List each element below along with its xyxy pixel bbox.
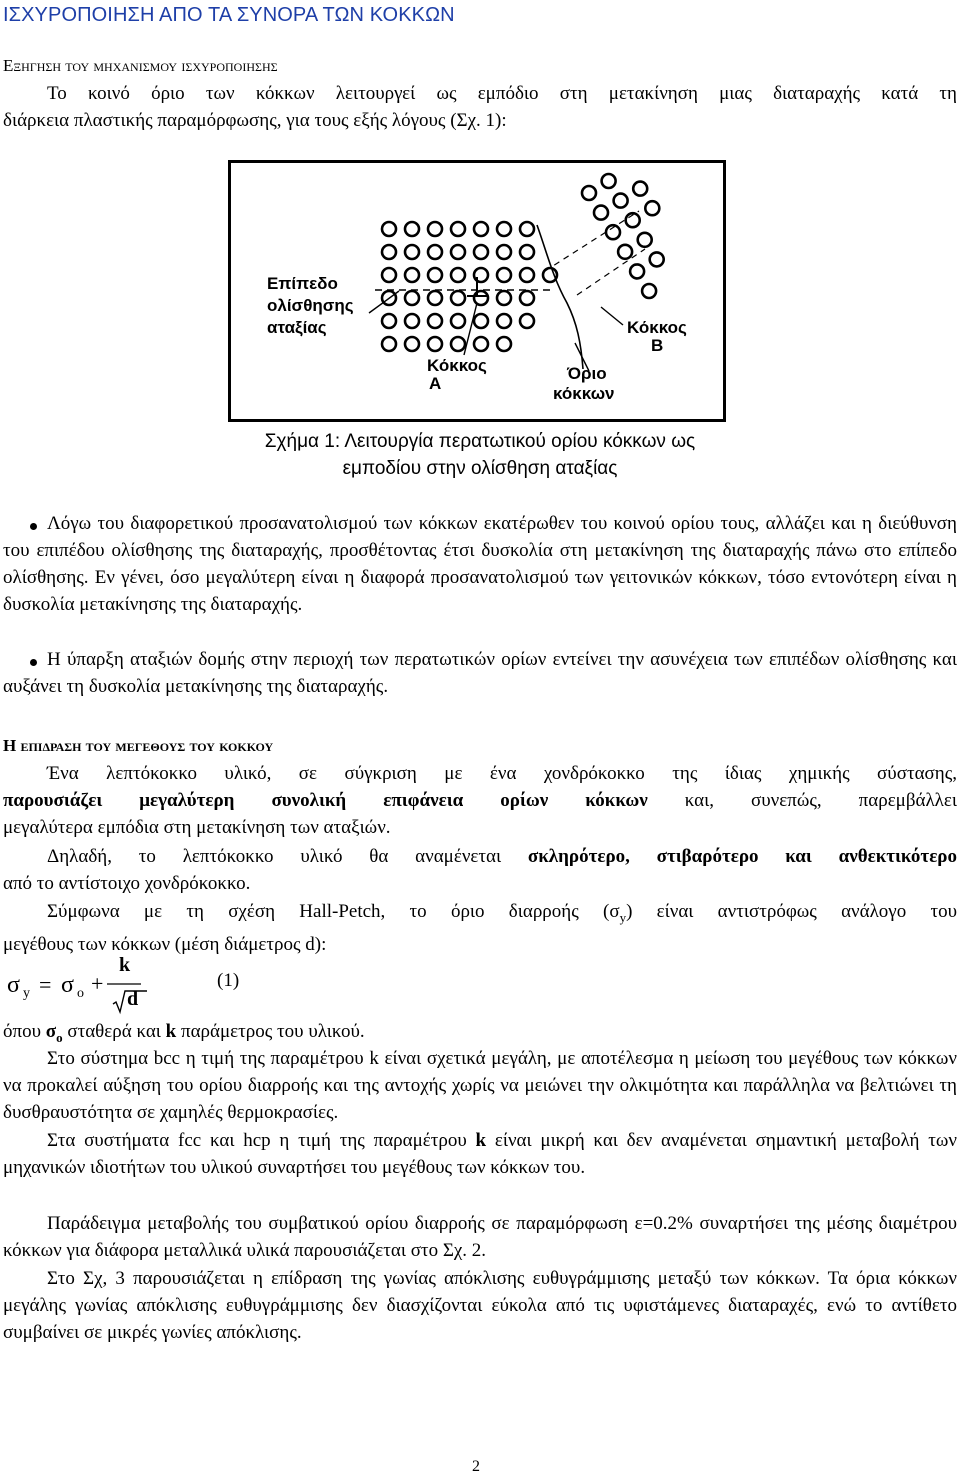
- atom: [428, 268, 442, 282]
- atom: [497, 337, 511, 351]
- atom: [594, 206, 608, 220]
- label-grain-b-1: Κόκκος: [627, 318, 687, 337]
- grain-boundary-diagram: [231, 163, 723, 419]
- atom: [633, 182, 647, 196]
- atom: [474, 222, 488, 236]
- atom: [405, 222, 419, 236]
- label-slip-plane-3: αταξίας: [267, 318, 327, 337]
- atom: [650, 252, 664, 266]
- atom: [614, 194, 628, 208]
- atom: [497, 268, 511, 282]
- label-slip-plane-1: Επίπεδο: [267, 274, 338, 293]
- paragraph-fine-grain: Ένα λεπτόκοκκο υλικό, σε σύγκριση με ένα χονδρόκοκκο της ίδιας χημικής σύστασης, παρουσιάζει μεγαλύτερη συνολική επιφάνεια ορίων κόκκων και, συνεπώς, παρεμβάλλει μεγαλύτερα εμπόδια στη μετακίνηση των αταξιών.: [3, 763, 957, 838]
- label-grain-a-2: Α: [429, 374, 442, 393]
- atom: [428, 314, 442, 328]
- atom: [497, 222, 511, 236]
- label-grain-a-1: Κόκκος: [427, 356, 487, 375]
- atom: [405, 314, 419, 328]
- page-title: ΙΣΧΥΡΟΠΟΙΗΣΗ ΑΠΟ ΤΑ ΣΥΝΟΡΑ ΤΩΝ ΚΟΚΚΩΝ: [3, 4, 455, 26]
- atom: [428, 291, 442, 305]
- atom: [497, 245, 511, 259]
- paragraph-figure-3: Στο Σχ, 3 παρουσιάζεται η επίδραση της γωνίας απόκλισης ευθυγράμμισης μεταξύ των κόκκων. Τα όρια κόκκων μεγάλης γωνίας απόκλισης ευθυγράμμισης δεν διασχίζονται εύκολα από τις υφιστάμενες διαταραχές, ενώ το αντίθετο συμβαίνει σε μικρές γωνίες απόκλισης.: [3, 1268, 957, 1343]
- atom: [520, 245, 534, 259]
- atom: [382, 314, 396, 328]
- label-grain-b-2: Β: [651, 336, 664, 355]
- atom: [382, 268, 396, 282]
- atom: [405, 268, 419, 282]
- atom: [520, 314, 534, 328]
- atom: [451, 314, 465, 328]
- atom: [451, 245, 465, 259]
- atom: [474, 245, 488, 259]
- atom: [520, 222, 534, 236]
- atom: [405, 291, 419, 305]
- intro-line-2: διάρκεια πλαστικής παραμόρφωσης, για τους εξής λόγους (Σχ. 1):: [3, 110, 507, 131]
- atom: [428, 222, 442, 236]
- atom: [451, 337, 465, 351]
- bullet-paragraph-1: Λόγω του διαφορετικού προσανατολισμού των κόκκων εκατέρωθεν του κοινού ορίου τους, αλλάζει και η διεύθυνση του επιπέδου ολίσθησης της διαταραχής, προσθέτοντας έτσι δυσκολία στη μετακίνηση της διαταραχής πάνω στο επίπεδο ολίσθησης. Εν γένει, όσο μεγαλύτερη είναι η διαφορά προσανατολισμού των γειτονικών κόκκων, τόσο εντονότερη είναι η δυσκολία μετακίνησης της διαταραχής.: [3, 513, 957, 615]
- atom: [582, 186, 596, 200]
- bullet-paragraph-2: Η ύπαρξη αταξιών δομής στην περιοχή των περατωτικών ορίων εντείνει την ασυνέχεια των επιπέδων ολίσθησης και αυξάνει τη δυσκολία μετακίνησης της διαταραχής.: [3, 649, 957, 697]
- atom: [451, 268, 465, 282]
- paragraph-fcc-hcp: Στα συστήματα fcc και hcp η τιμή της παραμέτρου k είναι μικρή και δεν αναμένεται σημαντική μεταβολή των μηχανικών ιδιοτήτων του υλικού συναρτήσει του μεγέθους των κόκκων του.: [3, 1130, 957, 1178]
- atom: [520, 268, 534, 282]
- atom: [497, 291, 511, 305]
- label-boundary-1: Όριο: [567, 364, 607, 383]
- atom: [520, 291, 534, 305]
- atom: [630, 264, 644, 278]
- figure-1-caption-line-1: Σχήμα 1: Λειτουργία περατωτικού ορίου κόκκων ως: [264, 431, 696, 452]
- atom: [451, 291, 465, 305]
- atom: [405, 245, 419, 259]
- paragraph-hall-petch: Σύμφωνα με τη σχέση Hall-Petch, το όριο διαρροής $(\sigma_y)$ είναι αντιστρόφως ανάλογο του μεγέθους των κόκκων (μέση διάμετρος d):: [3, 901, 957, 955]
- atom: [638, 233, 652, 247]
- paragraph-harder: Δηλαδή, το λεπτόκοκκο υλικό θα αναμένεται σκληρότερο, στιβαρότερο και ανθεκτικότερο από το αντίστοιχο χονδρόκοκκο.: [3, 846, 957, 894]
- figure-1-caption-line-2: εμποδίου στην ολίσθηση αταξίας: [342, 458, 618, 479]
- atom: [645, 201, 659, 215]
- grain-b-atoms: [582, 174, 664, 298]
- atom: [474, 314, 488, 328]
- section-heading-mechanism: Εξηγηση του μηχανισμου ισχυροποιησης: [3, 56, 278, 75]
- atom: [451, 222, 465, 236]
- hall-petch-equation: σ y = σ o + k d (1): [3, 958, 303, 1020]
- paragraph-figure-2: Παράδειγμα μεταβολής του συμβατικού ορίου διαρροής σε παραμόρφωση ε=0.2% συναρτήσει της μέσης διαμέτρου κόκκων για διάφορα μεταλλικά υλικά παρουσιάζεται στο Σχ. 2.: [3, 1213, 957, 1261]
- atom: [618, 245, 632, 259]
- atom: [602, 174, 616, 188]
- atom: [382, 222, 396, 236]
- label-boundary-2: κόκκων: [553, 384, 615, 403]
- figure-1: [228, 160, 726, 422]
- atom: [497, 314, 511, 328]
- atom: [474, 337, 488, 351]
- paragraph-bcc: Στο σύστημα bcc η τιμή της παραμέτρου k είναι σχετικά μεγάλη, με αποτέλεσμα η μείωση του μεγέθους των κόκκων να προκαλεί αύξηση του ορίου διαρροής και της αντοχής χωρίς να μειώνει την ολκιμότητα και παράλληλα να βελτιώνει τη δυσθραυστότητα σε χαμηλές θερμοκρασίες.: [3, 1048, 957, 1123]
- atom: [382, 245, 396, 259]
- atom: [405, 337, 419, 351]
- section-heading-grain-size: Η επιδραση του μεγεθους του κοκκου: [3, 736, 274, 755]
- paragraph-where: όπου $\sigma_o$ σταθερά και k παράμετρος του υλικού.: [3, 1021, 365, 1045]
- atom: [642, 284, 656, 298]
- grain-boundary-line: [537, 225, 583, 369]
- label-slip-plane-2: ολίσθησης: [267, 296, 354, 315]
- intro-line-1: Το κοινό όριο των κόκκων λειτουργεί ως εμπόδιο στη μετακίνηση μιας διαταραχής κατά τη: [47, 83, 957, 104]
- atom: [428, 245, 442, 259]
- page-number: 2: [472, 1458, 480, 1475]
- atom: [382, 337, 396, 351]
- atom: [428, 337, 442, 351]
